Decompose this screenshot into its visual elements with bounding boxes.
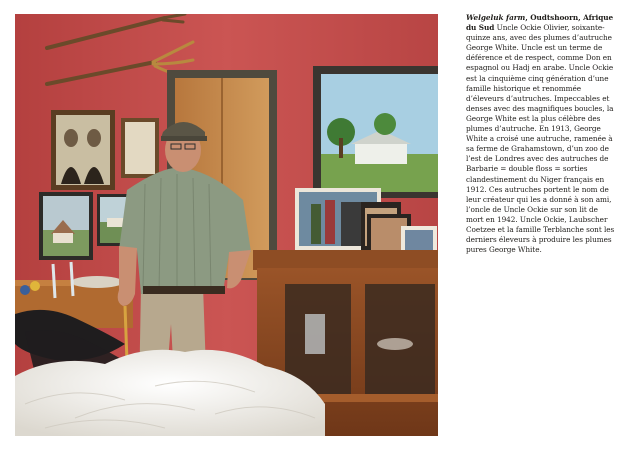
house-painting-left [39, 192, 93, 260]
photo-caption [466, 13, 616, 255]
photo [15, 14, 438, 436]
small-frame [121, 118, 159, 178]
old-portrait-frame [51, 110, 115, 190]
caption-location: , Oudtshoorn, Afrique du Sud [466, 13, 614, 33]
farmhouse-painting [313, 66, 438, 198]
caption-location-italic: Welgeluk farm [466, 13, 526, 22]
caption-body: Uncle Ockie Olivier, soixante-quinze ans, avec des plumes d’autruche George White. Uncle est un terme de déférence et de respect, comme Don en espagnol ou Hadj en arabe. Uncle Ockie est la cinquième cinq génération d’une famille historique et renommée d’éleveurs d’autruches. Impeccables et denses avec des magnifiques boucles, la George White est la plus célèbre des plumes d’autruche. En 1913, George White a croisé une autruche, ramenée à sa ferme de Grahamstown, d’un zoo de l’est de Londres avec des autruches de Barbarie = double floss = sorties clandestinement du Niger français en 1912. Ces autruches portent le nom de leur créateur qui les a donné à son ami, l’oncle de Uncle Ockie sur son lit de mort en 1942. Uncle Ockie, Laubscher Coetzee et la famille Terblanche sont les derniers éleveurs à produire les plumes pures George White. [466, 23, 615, 255]
portrait-photo [15, 14, 438, 436]
